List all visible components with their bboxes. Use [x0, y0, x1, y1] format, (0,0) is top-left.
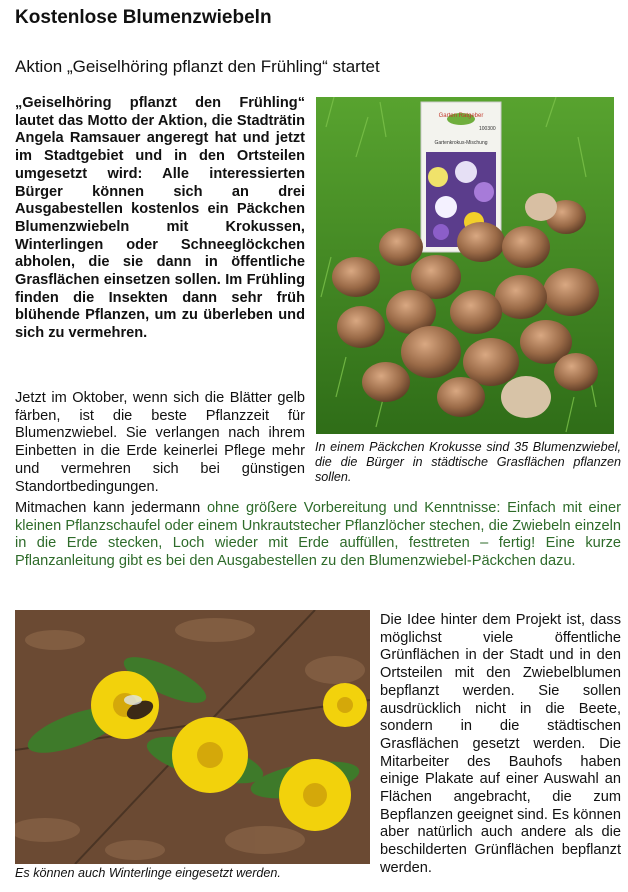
crocus-bulbs-photo	[316, 97, 614, 434]
how-to-paragraph	[15, 500, 621, 571]
project-idea-paragraph: Die Idee hinter dem Projekt ist, dass möglichst viele öffentliche Grünflächen in der Stadt und in den Ortsteilen mit den Zwiebelblumen bepflanzt werden. Sie sollen ausdrücklich nicht in die Beete, sondern in die städtischen Grasflächen gesetzt werden. Die Mitarbeiter des Bauhofs haben einige Plakate auf einer Auswahl an Flächen angebracht, die zum Bepflanzen geeignet sind. Es können aber natürlich auch andere als die beschilderten Grünflächen bepflanzt werden.	[380, 612, 621, 876]
aconite-photo-caption: Es können auch Winterlinge eingesetzt werden.	[15, 866, 281, 880]
how-to-instructions: ohne größere Vorbereitung und Kenntnisse: Einfach mit einer kleinen Pflanzschaufel oder einem Unkrautstecher Pflanzlöcher stechen, die Zwiebeln einzeln in die Erde stecken, Loch wieder mit Erde auffüllen, festtreten – fertig! Eine kurze Pflanzanleitung gibt es bei den Ausgabestellen zu den Blumenzwiebel-Päckchen dazu.	[15, 500, 622, 570]
packet-brand: Garten Ratgeber	[438, 113, 484, 119]
bulbs-photo-caption: In einem Päckchen Krokusse sind 35 Blumenzwiebel, die die Bürger in städtische Grasflächen pflanzen sollen.	[315, 440, 621, 484]
planting-time-paragraph: Jetzt im Oktober, wenn sich die Blätter gelb färben, ist die beste Pflanzzeit für Blumenzwiebel. Sie verlangen nach ihrem Einbetten in die Erde keinerlei Pflege mehr und vermehren sich bei günstigen Standortbedingungen.	[15, 390, 305, 495]
how-to-intro: Mitmachen kann jedermann	[15, 500, 207, 516]
packet-name: Gartenkrokus-Mischung	[434, 140, 488, 146]
article-title: Kostenlose Blumenzwiebeln	[15, 7, 272, 28]
lead-paragraph: „Geiselhöring pflanzt den Frühling“ lautet das Motto der Aktion, die Stadträtin Angela Ramsauer angeregt hat und jetzt im Stadtgebiet und in den Ortsteilen umgesetzt wird: Alle interessierten Bürger können sich an drei Ausgabestellen kostenlos ein Päckchen Blumenzwiebeln mit Krokussen, Winterlingen oder Schneeglöckchen abholen, die sie dann in öffentliche Grasflächen einsetzen sollen. Im Frühling finden die Insekten dann sehr früh blühende Pflanzen, um zu überleben und sich zu vermehren.	[15, 95, 305, 342]
article-subtitle: Aktion „Geiselhöring pflanzt den Frühling“ startet	[15, 57, 380, 76]
packet-code: 100300	[479, 126, 496, 132]
winter-aconite-photo	[15, 610, 370, 864]
